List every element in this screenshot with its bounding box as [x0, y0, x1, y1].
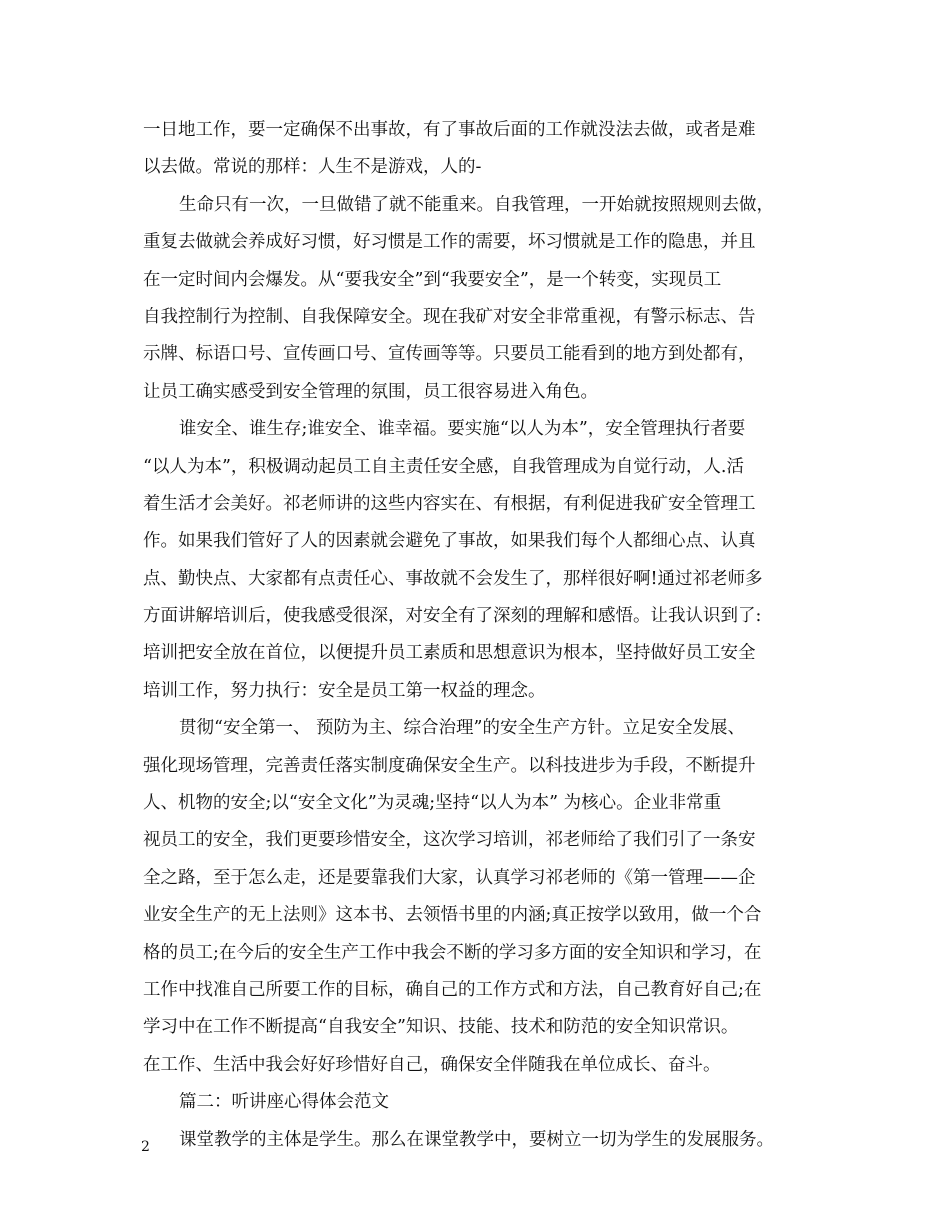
text-line: 着生活才会美好。祁老师讲的这些内容实在、有根据，有利促进我矿安全管理工 [143, 493, 756, 514]
text-line: 谁安全、谁生存;谁安全、谁幸福。要实施“以人为本”，安全管理执行者要 [179, 419, 746, 440]
text-line: 篇二：听讲座心得体会范文 [179, 1092, 389, 1113]
text-line: 人、机物的安全;以“安全文化”为灵魂;坚持“以人为本” 为核心。企业非常重 [143, 793, 722, 814]
text-line: 课堂教学的主体是学生。那么在课堂教学中，要树立一切为学生的发展服务。 [179, 1129, 774, 1150]
text-line: “以人为本”，积极调动起员工自主责任安全感，自我管理成为自觉行动，人.活 [143, 456, 744, 477]
page-number: 2 [141, 1139, 150, 1155]
text-line: 强化现场管理，完善责任落实制度确保安全生产。以科技进步为手段，不断提升 [143, 755, 756, 776]
document-body [143, 112, 823, 1159]
text-line: 示牌、标语口号、宣传画口号、宣传画等等。只要员工能看到的地方到处都有， [143, 344, 756, 365]
text-line: 生命只有一次，一旦做错了就不能重来。自我管理，一开始就按照规则去做， [179, 194, 774, 215]
text-line: 让员工确实感受到安全管理的氛围，员工很容易进入角色。 [143, 381, 598, 402]
text-line: 业安全生产的无上法则》这本书、去领悟书里的内涵;真正按学以致用，做一个合 [143, 905, 762, 926]
text-line: 一日地工作，要一定确保不出事故，有了事故后面的工作就没法去做，或者是难 [143, 120, 756, 140]
text-line: 培训工作，努力执行：安全是员工第一权益的理念。 [143, 680, 546, 701]
text-line: 重复去做就会养成好习惯，好习惯是工作的需要，坏习惯就是工作的隐患，并且 [143, 232, 756, 253]
text-line: 点、勤快点、大家都有点责任心、事故就不会发生了，那样很好啊!通过祁老师多 [143, 568, 763, 589]
text-line: 在一定时间内会爆发。从“要我安全”到“我要安全”，是一个转变，实现员工 [143, 269, 722, 290]
text-line: 在工作、生活中我会好好珍惜好自己，确保安全伴随我在单位成长、奋斗。 [143, 1054, 721, 1075]
text-line: 自我控制行为控制、自我保障安全。现在我矿对安全非常重视，有警示标志、告 [143, 306, 756, 327]
text-line: 学习中在工作不断提高“自我安全”知识、技能、技术和防范的安全知识常识。 [143, 1017, 739, 1038]
text-line: 格的员工;在今后的安全生产工作中我会不断的学习多方面的安全知识和学习，在 [143, 942, 762, 963]
text-line: 视员工的安全，我们更要珍惜安全，这次学习培训，祁老师给了我们引了一条安 [143, 830, 756, 851]
text-line: 工作中找准自己所要工作的目标，确自己的工作方式和方法，自己教育好自己;在 [143, 979, 762, 1000]
text-line: 作。如果我们管好了人的因素就会避免了事故，如果我们每个人都细心点、认真 [143, 531, 756, 552]
text-line: 全之路，至于怎么走，还是要靠我们大家，认真学习祁老师的《第一管理——企 [143, 867, 756, 888]
text-line: 培训把安全放在首位，以便提升员工素质和思想意识为根本，坚持做好员工安全 [143, 643, 756, 664]
text-line: 以去做。常说的那样：人生不是游戏，人的- [143, 157, 482, 178]
text-line: 贯彻“安全第一、 预防为主、综合治理”的安全生产方针。立足安全发展、 [179, 718, 745, 739]
text-line: 方面讲解培训后，使我感受很深，对安全有了深刻的理解和感悟。让我认识到了: [143, 606, 762, 627]
